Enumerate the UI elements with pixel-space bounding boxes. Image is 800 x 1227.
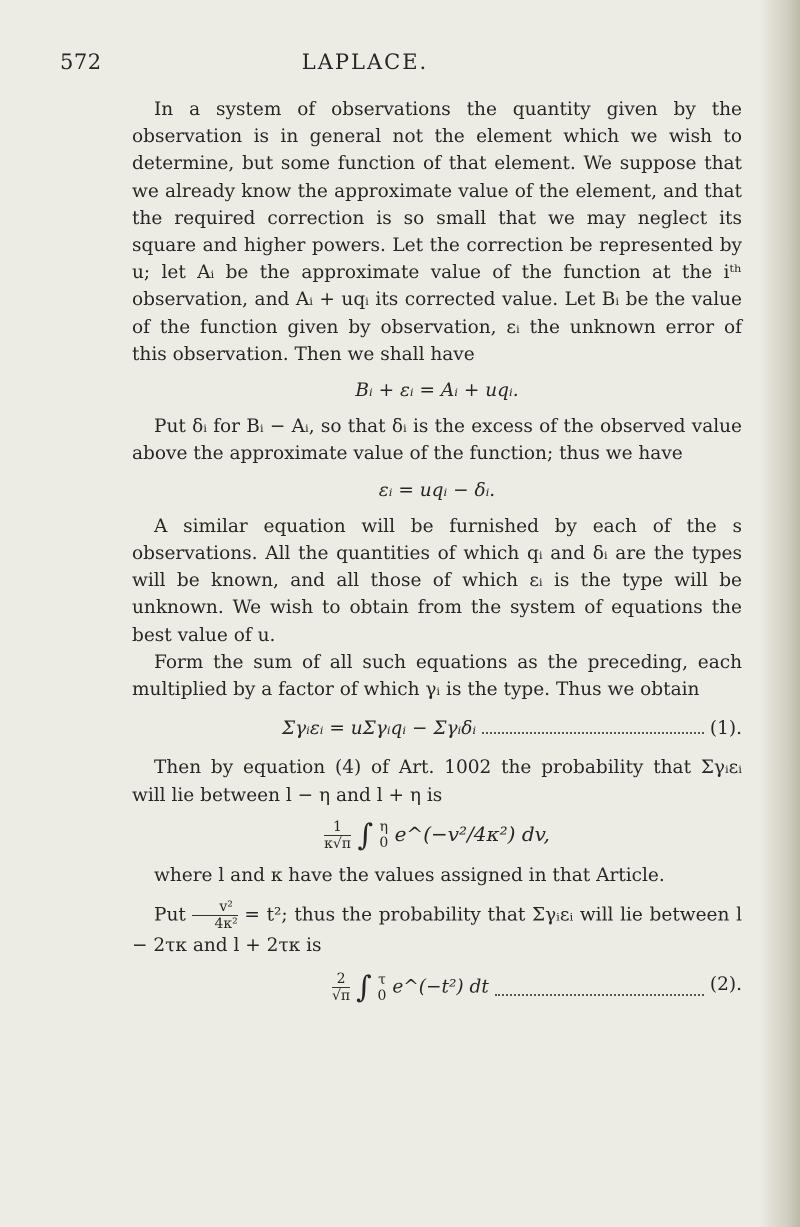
coeff-denominator-2: √π bbox=[332, 988, 351, 1005]
integral-2-number: (2). bbox=[709, 974, 742, 996]
paragraph-7 bbox=[132, 899, 742, 959]
integral-1-coefficient bbox=[324, 819, 351, 852]
integral-1-integrand: e^(−v²/4κ²) dv, bbox=[394, 821, 550, 846]
integral-2 bbox=[332, 971, 489, 1004]
integral-2-coefficient bbox=[332, 971, 350, 1004]
coeff-numerator-2: 2 bbox=[332, 971, 350, 988]
page-body bbox=[132, 96, 742, 1016]
integral-1 bbox=[132, 819, 742, 852]
paragraph-6: where l and κ have the values assigned in that Article. bbox=[154, 864, 665, 886]
integral-1-limits bbox=[379, 819, 388, 851]
lower-limit-2: 0 bbox=[377, 987, 387, 1004]
upper-limit: η bbox=[379, 819, 388, 836]
equation-3-row bbox=[132, 715, 742, 742]
fraction-denominator: 4κ² bbox=[214, 916, 238, 933]
leader-dots bbox=[482, 715, 704, 734]
lower-limit: 0 bbox=[379, 835, 389, 852]
fraction-numerator: v² bbox=[192, 899, 237, 916]
page-number: 572 bbox=[60, 50, 102, 74]
paragraph-7-text: = t²; thus the probability that Σγᵢεᵢ will lie between l − 2τκ and l + 2τκ is bbox=[132, 904, 742, 957]
integral-sign-2: ∫ bbox=[356, 970, 372, 1006]
coeff-denominator: κ√π bbox=[324, 835, 351, 852]
paragraph-4: Form the sum of all such equations as the preceding, each multiplied by a factor of which γᵢ is the type. Thus we obtain bbox=[132, 651, 742, 701]
paragraph-2: Put δᵢ for Bᵢ − Aᵢ, so that δᵢ is the excess of the observed value above the approximate value of the function; thus we have bbox=[132, 416, 742, 465]
page-edge-shadow bbox=[760, 0, 800, 1227]
equation-3: Σγᵢεᵢ = uΣγᵢqᵢ − Σγᵢδᵢ bbox=[282, 718, 477, 740]
integral-2-integrand: e^(−t²) dt bbox=[392, 976, 489, 998]
integral-sign: ∫ bbox=[357, 817, 373, 853]
running-title: LAPLACE. bbox=[301, 50, 429, 74]
paragraph-1: In a system of observations the quantity given by the observation is in general not the element which we wish to determine, but some function of that element. We suppose that we already know the approximate value of the element, and that the required correction is so small that we may neglect its square and higher powers. Let the correction be represented by u; let Aᵢ be the approximate value of the function at the iᵗʰ observation, and Aᵢ + uqᵢ its corrected value. Let Bᵢ be the value of the function given by observation, εᵢ the unknown error of this observation. Then we shall have bbox=[132, 99, 742, 365]
upper-limit-2: τ bbox=[378, 971, 386, 988]
equation-3-number: (1). bbox=[709, 718, 742, 740]
page-header bbox=[60, 50, 670, 80]
paragraph-3: A similar equation will be furnished by each of the s observations. All the quantities of which qᵢ and δᵢ are the types will be known, and all those of which εᵢ is the type will be unknown. We wish to obtain from the system of equations the best value of u. bbox=[132, 515, 742, 646]
paragraph-5: Then by equation (4) of Art. 1002 the probability that Σγᵢεᵢ will lie between l − η and l + η is bbox=[132, 757, 742, 806]
leader-dots-2 bbox=[495, 971, 704, 996]
equation-1: Bᵢ + εᵢ = Aᵢ + uqᵢ. bbox=[355, 380, 519, 402]
integral-2-limits bbox=[378, 972, 387, 1004]
substitution-fraction bbox=[192, 899, 237, 932]
equation-2: εᵢ = uqᵢ − δᵢ. bbox=[378, 479, 496, 501]
integral-2-row bbox=[132, 971, 742, 1004]
put-text: Put bbox=[154, 904, 186, 926]
coeff-numerator: 1 bbox=[324, 819, 351, 836]
